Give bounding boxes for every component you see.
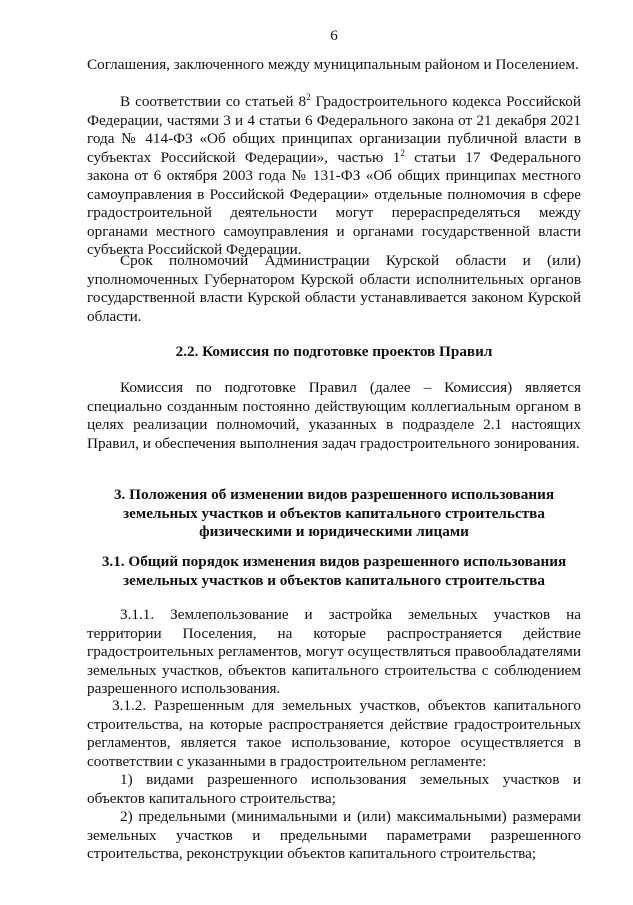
- superscript-1: 2: [400, 147, 405, 158]
- heading-3-line1: 3. Положения об изменении видов разрешенного использования: [113, 486, 555, 503]
- paragraph-legal-basis-part1: В соответствии со статьей 8: [120, 93, 307, 110]
- paragraph-commission-text: Комиссия по подготовке Правил (далее – Комиссия) является специально созданным постоянно действующим коллегиальным органом в целях реализации полномочий, указанных в подразделе 2.1 настоящих Правил, и обеспечения выполнения задач градостроительного зонирования.: [87, 379, 581, 452]
- paragraph-term: [87, 252, 581, 326]
- paragraph-3-1-2: [87, 697, 581, 771]
- paragraph-commission: [87, 379, 581, 453]
- page-number: 6: [330, 28, 338, 44]
- paragraph-legal-basis-part2: Градостроительного кодекса Российской Федерации, частями 3 и 4 статьи 6 Федерального закона от 21 декабря 2021 года № 414-ФЗ «Об общих принципах организации публичной власти в субъектах Российской Федерации», частью 1: [87, 93, 582, 166]
- heading-2-2: 2.2. Комиссия по подготовке проектов Правил: [175, 343, 493, 360]
- paragraph-agreement-text: Соглашения, заключенного между муниципальным районом и Поселением.: [87, 56, 579, 73]
- paragraph-legal-basis: [87, 93, 581, 260]
- paragraph-agreement: [87, 56, 581, 75]
- list-item-2-text: 2) предельными (минимальными и (или) максимальными) размерами земельных участков и предельными параметрами разрешенного строительства, реконструкции объектов капитального строительства;: [87, 808, 581, 862]
- heading-3: [87, 486, 581, 542]
- paragraph-3-1-2-text: 3.1.2. Разрешенным для земельных участков, объектов капитального строительства, на которые распространяется действие градостроительных регламентов, является такое использование, которое осуществляется в соответствии с указанными в градостроительном регламенте:: [87, 697, 581, 770]
- heading-3-line3: физическими и юридическими лицами: [199, 523, 469, 540]
- heading-3-line2: земельных участков и объектов капитального строительства: [123, 504, 545, 522]
- list-item-1: [87, 771, 581, 808]
- heading-3-1-line1: 3.1. Общий порядок изменения видов разрешенного использования: [101, 553, 567, 570]
- paragraph-3-1-1: [87, 606, 581, 699]
- list-item-2: [87, 808, 581, 864]
- paragraph-legal-basis-part3: статьи 17 Федерального закона от 6 октября 2003 года № 131-ФЗ «Об общих принципах местного самоуправления в Российской Федерации» отдельные полномочия в сфере градостроительной деятельности могут перераспределяться между органами местного самоуправления и органами государственной власти субъекта Российской Федерации.: [87, 148, 581, 258]
- heading-3-1: [87, 553, 581, 590]
- paragraph-term-text: Срок полномочий Администрации Курской области и (или) уполномоченных Губернатором Курской области исполнительных органов государственной власти Курской области устанавливается законом Курской области.: [87, 252, 581, 325]
- paragraph-3-1-1-text: 3.1.1. Землепользование и застройка земельных участков на территории Поселения, на которые распространяется действие градостроительных регламентов, могут осуществляться правообладателями земельных участков, объектов капитального строительства с соблюдением разрешенного использования.: [87, 606, 581, 697]
- heading-3-1-line2: земельных участков и объектов капитального строительства: [123, 571, 545, 589]
- superscript-2: 2: [306, 91, 311, 102]
- list-item-1-text: 1) видами разрешенного использования земельных участков и объектов капитального строительства;: [87, 771, 581, 807]
